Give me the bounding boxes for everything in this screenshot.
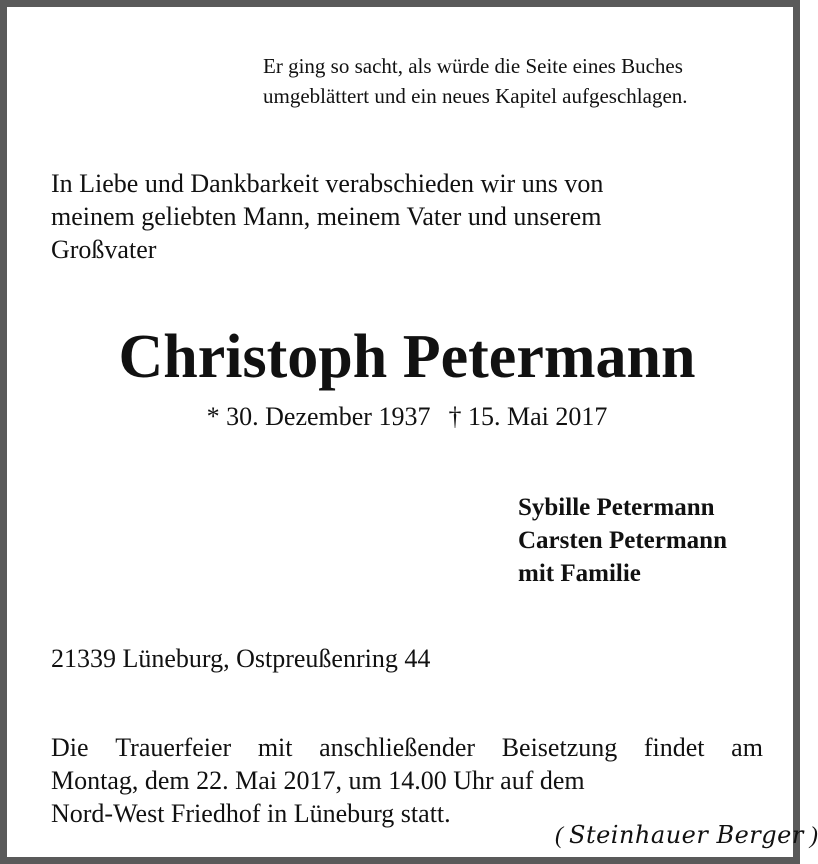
intro-line: In Liebe und Dankbarkeit verabschieden wir uns von	[51, 169, 604, 198]
ceremony-line-1	[51, 731, 763, 764]
ceremony-word: anschließender	[319, 733, 476, 762]
intro-line: meinem geliebten Mann, meinem Vater und unserem	[51, 202, 602, 231]
signature-paren-close: )	[809, 823, 818, 849]
funeral-home-signature	[555, 819, 818, 852]
ceremony-line-2: Montag, dem 22. Mai 2017, um 14.00 Uhr auf dem	[51, 766, 585, 795]
mourners-list	[518, 491, 798, 590]
deceased-name: Christoph Petermann	[118, 323, 696, 391]
ceremony-word: am	[731, 733, 763, 762]
signature-paren-open: (	[555, 823, 563, 849]
funeral-home-name: Steinhauer Berger	[569, 821, 804, 849]
ceremony-line-3: Nord-West Friedhof in Lüneburg statt.	[51, 799, 451, 828]
family-address: 21339 Lüneburg, Ostpreußenring 44	[51, 644, 431, 673]
intro-line: Großvater	[51, 235, 157, 264]
ceremony-word: mit	[257, 733, 293, 762]
ceremony-word: Die	[51, 733, 89, 762]
mourner-name: mit Familie	[518, 560, 641, 587]
ceremony-word: findet	[643, 733, 705, 762]
birth-date: * 30. Dezember 1937	[206, 402, 431, 431]
ceremony-info	[51, 731, 763, 830]
death-date: † 15. Mai 2017	[448, 402, 608, 431]
ceremony-word: Trauerfeier	[115, 733, 232, 762]
intro-text	[51, 167, 751, 266]
mourner-name: Carsten Petermann	[518, 527, 727, 554]
life-dates	[7, 401, 807, 433]
ceremony-word: Beisetzung	[501, 733, 618, 762]
quote-line: umgeblättert und ein neues Kapitel aufgeschlagen.	[263, 84, 688, 108]
epigraph-quote	[263, 51, 773, 111]
mourner-name: Sybille Petermann	[518, 494, 715, 521]
quote-line: Er ging so sacht, als würde die Seite eines Buches	[263, 54, 683, 78]
